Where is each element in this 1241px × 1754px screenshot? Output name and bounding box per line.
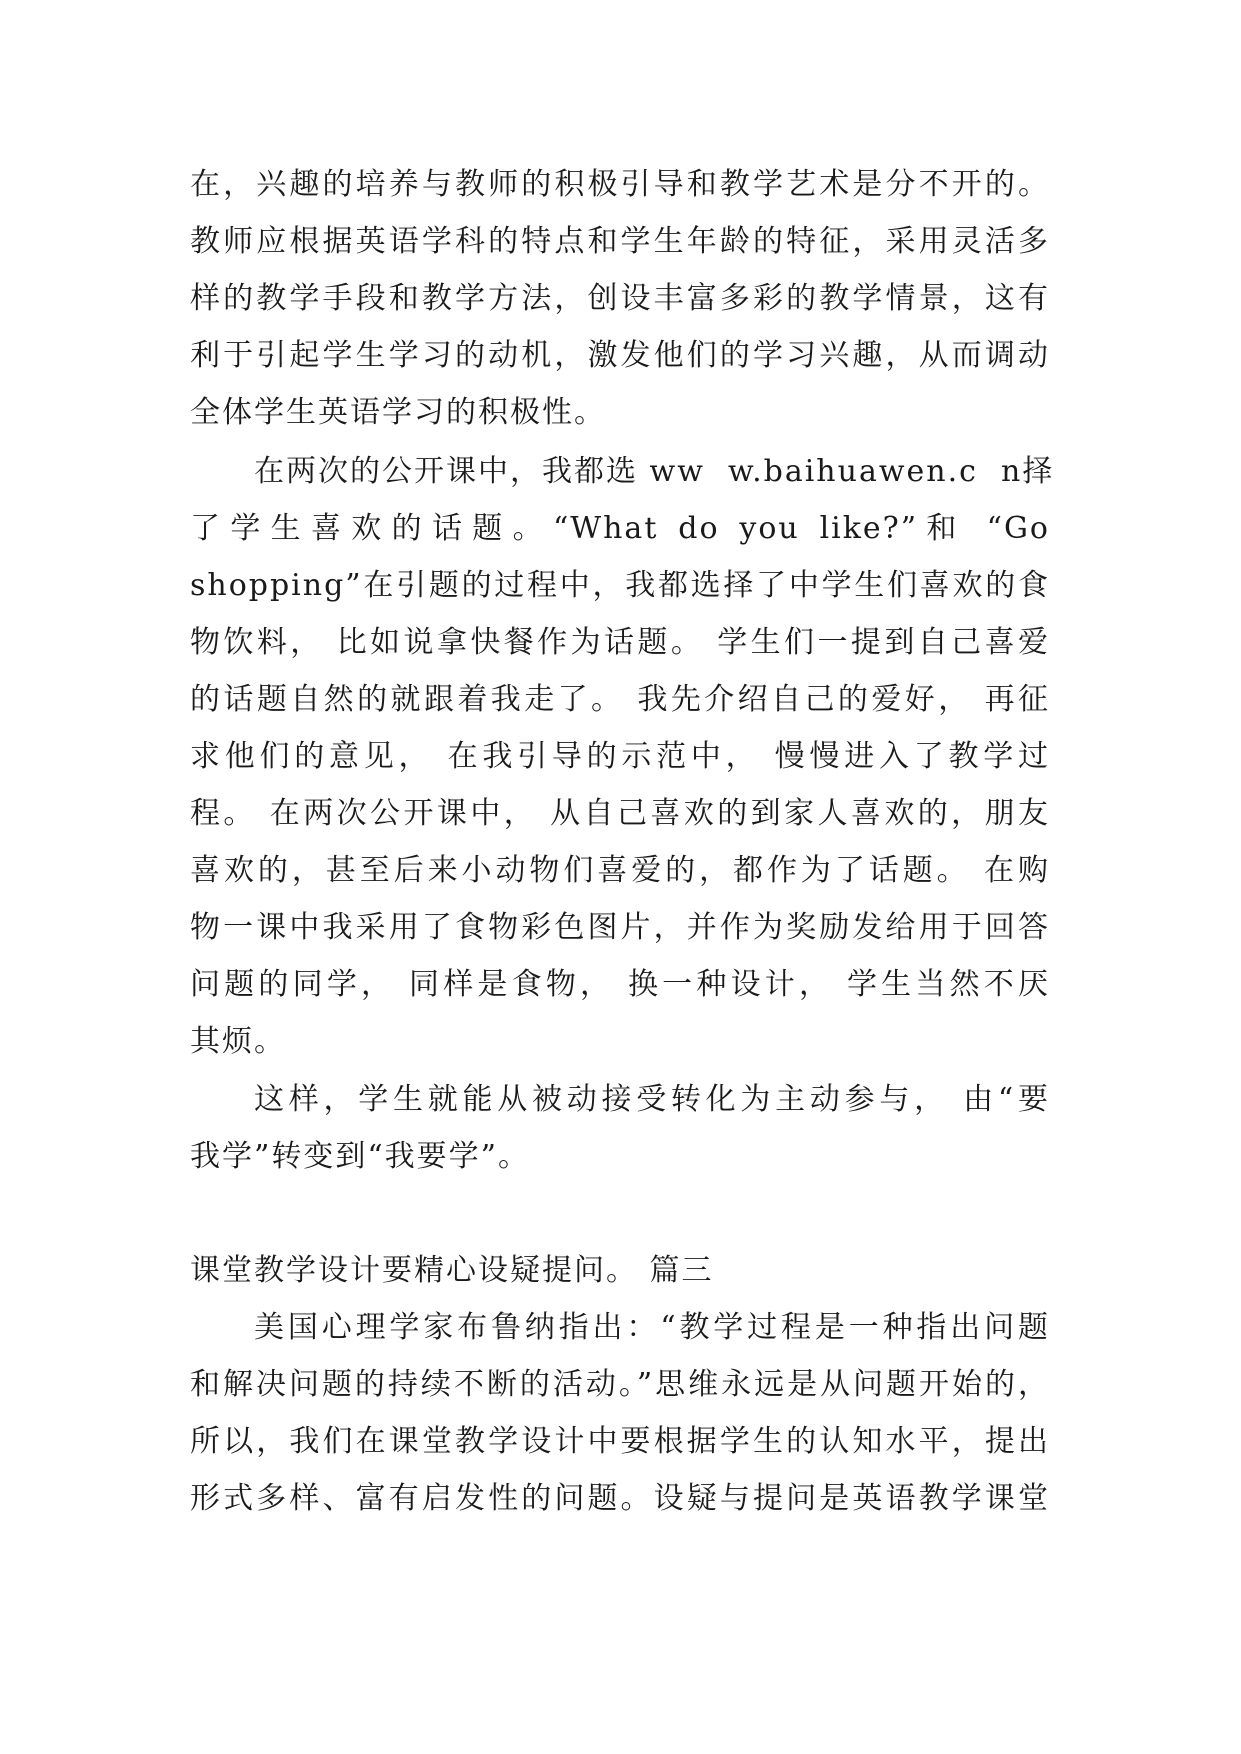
text-line: 物一课中我采用了食物彩色图片，并作为奖励发给用于回答 [190, 910, 1050, 945]
text-line: 在，兴趣的培养与教师的积极引导和教学艺术是分不开的。 [190, 167, 1050, 202]
text-line: 所以，我们在课堂教学设计中要根据学生的认知水平，提出 [190, 1424, 1050, 1459]
text-line: 的话题自然的就跟着我走了。 我先介绍自己的爱好， 再征 [190, 682, 1050, 717]
paragraph-questioning [190, 1299, 1050, 1527]
text-line: 利于引起学生学习的动机，激发他们的学习兴趣，从而调动 [190, 338, 1050, 373]
section-heading-text: 课堂教学设计要精心设疑提问。 篇三 [190, 1253, 714, 1288]
text-line: 全体学生英语学习的积极性。 [190, 395, 606, 430]
text-line: 程。 在两次公开课中， 从自己喜欢的到家人喜欢的，朋友 [190, 796, 1050, 831]
text-line: 其烦。 [190, 1024, 286, 1059]
text-line: 喜欢的，甚至后来小动物们喜爱的，都作为了话题。 在购 [190, 853, 1050, 888]
text-line: 求他们的意见， 在我引导的示范中， 慢慢进入了教学过 [190, 739, 1050, 774]
text-line: 在两次的公开课中，我都选 ww w.baihuawen.c n择 [254, 454, 1055, 489]
text-line: 教师应根据英语学科的特点和学生年龄的特征，采用灵活多 [190, 224, 1050, 259]
text-line: shopping”在引题的过程中，我都选择了中学生们喜欢的食 [190, 568, 1050, 603]
paragraph-interest-cultivation [190, 156, 1050, 441]
text-line: 美国心理学家布鲁纳指出：“教学过程是一种指出问题 [254, 1310, 1050, 1345]
text-line: 了学生喜欢的话题。“What do you like?”和 “Go [190, 511, 1050, 546]
text-line: 物饮料， 比如说拿快餐作为话题。 学生们一提到自己喜爱 [190, 625, 1050, 660]
section-heading [190, 1242, 1050, 1299]
text-line: 问题的同学， 同样是食物， 换一种设计， 学生当然不厌 [190, 967, 1050, 1002]
paragraph-active-learning [190, 1071, 1050, 1185]
text-line: 这样，学生就能从被动接受转化为主动参与， 由“要 [254, 1082, 1050, 1117]
text-line: 样的教学手段和教学方法，创设丰富多彩的教学情景，这有 [190, 281, 1050, 316]
paragraph-open-class-topics [190, 443, 1055, 1070]
text-line: 我学”转变到“我要学”。 [190, 1139, 531, 1174]
text-line: 形式多样、富有启发性的问题。设疑与提问是英语教学课堂 [190, 1481, 1050, 1516]
text-line: 和解决问题的持续不断的活动。”思维永远是从问题开始的， [190, 1367, 1050, 1402]
